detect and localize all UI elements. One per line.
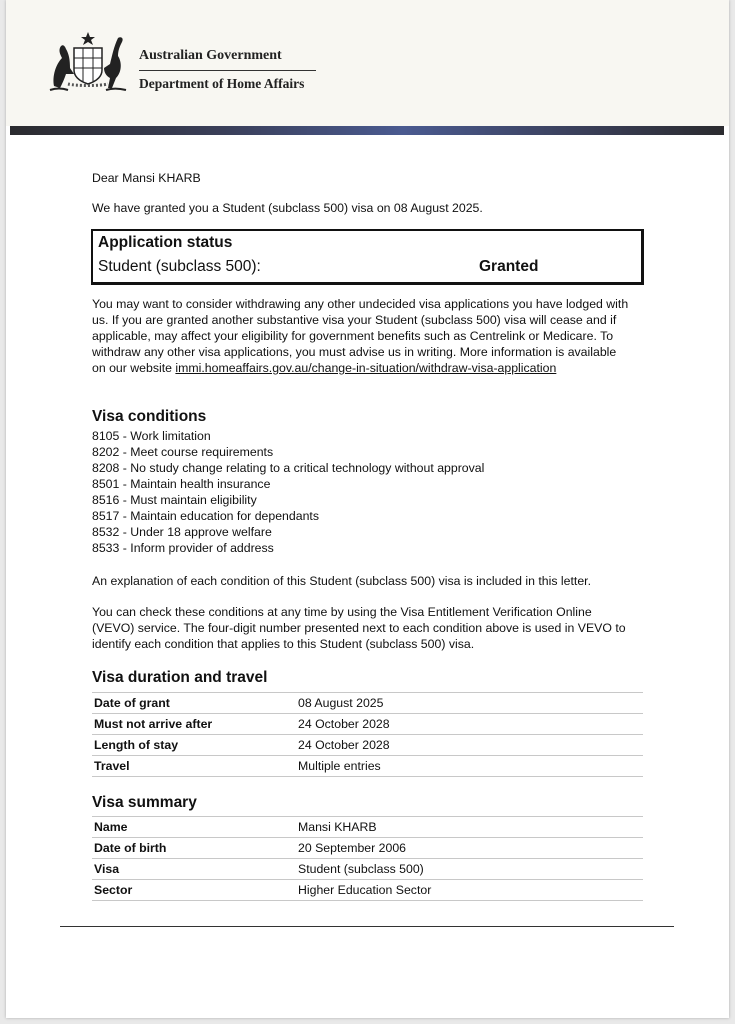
department-name: Department of Home Affairs xyxy=(139,76,305,91)
withdraw-link[interactable]: immi.homeaffairs.gov.au/change-in-situation/withdraw-visa-application xyxy=(175,361,557,375)
summary-heading: Visa summary xyxy=(92,794,197,811)
conditions-explanation: An explanation of each condition of this Student (subclass 500) visa is included in this letter. xyxy=(92,574,592,588)
list-item: 8105 - Work limitation xyxy=(92,429,211,443)
row-value: Higher Education Sector xyxy=(296,880,643,901)
row-value: Mansi KHARB xyxy=(296,817,643,838)
status-label: Student (subclass 500): xyxy=(98,258,261,275)
conditions-list xyxy=(92,428,484,556)
row-value: Student (subclass 500) xyxy=(296,859,643,880)
status-title: Application status xyxy=(98,234,233,251)
withdraw-paragraph xyxy=(92,296,632,376)
greeting: Dear Mansi KHARB xyxy=(92,171,201,185)
list-item: 8517 - Maintain education for dependants xyxy=(92,509,319,523)
list-item: 8532 - Under 18 approve welfare xyxy=(92,525,272,539)
table-row xyxy=(92,714,643,735)
government-name: Australian Government xyxy=(139,48,282,63)
conditions-heading: Visa conditions xyxy=(92,408,207,425)
table-row xyxy=(92,838,643,859)
footer-divider xyxy=(60,926,674,927)
status-value: Granted xyxy=(479,258,539,275)
letter-page xyxy=(6,0,729,1018)
list-item: 8208 - No study change relating to a critical technology without approval xyxy=(92,461,485,475)
summary-table xyxy=(92,816,643,901)
vevo-paragraph: You can check these conditions at any time by using the Visa Entitlement Verification Online (VEVO) service. The four-digit number presented next to each condition above is used in VEVO to identify each condition that applies to this Student (subclass 500) visa. xyxy=(92,605,626,651)
table-row xyxy=(92,859,643,880)
list-item: 8202 - Meet course requirements xyxy=(92,445,274,459)
table-row xyxy=(92,880,643,901)
row-label: Sector xyxy=(92,880,296,901)
row-label: Travel xyxy=(92,756,296,777)
application-status-box xyxy=(91,229,644,285)
row-label: Name xyxy=(92,817,296,838)
duration-heading: Visa duration and travel xyxy=(92,669,268,686)
table-row xyxy=(92,756,643,777)
row-label: Length of stay xyxy=(92,735,296,756)
header-bar xyxy=(10,126,724,135)
row-label: Date of birth xyxy=(92,838,296,859)
withdraw-text: You may want to consider withdrawing any other undecided visa applications you have lodged with us. If you are granted another substantive visa your Student (subclass 500) visa will cease and if applicable, may affect your eligibility for government benefits such as Centrelink or Medicare. To withdraw any other visa applications, you must advise us in writing. More information is available on our website xyxy=(92,297,629,375)
list-item: 8516 - Must maintain eligibility xyxy=(92,493,257,507)
row-label: Visa xyxy=(92,859,296,880)
list-item: 8501 - Maintain health insurance xyxy=(92,477,271,491)
table-row xyxy=(92,693,643,714)
row-value: 08 August 2025 xyxy=(296,693,643,714)
table-row xyxy=(92,817,643,838)
coat-of-arms-icon xyxy=(48,28,128,94)
list-item: 8533 - Inform provider of address xyxy=(92,541,274,555)
row-value: Multiple entries xyxy=(296,756,643,777)
row-value: 24 October 2028 xyxy=(296,714,643,735)
duration-table xyxy=(92,692,643,777)
letterhead-divider xyxy=(139,70,316,71)
row-value: 24 October 2028 xyxy=(296,735,643,756)
grant-statement: We have granted you a Student (subclass 500) visa on 08 August 2025. xyxy=(92,201,483,215)
row-label: Must not arrive after xyxy=(92,714,296,735)
row-value: 20 September 2006 xyxy=(296,838,643,859)
table-row xyxy=(92,735,643,756)
letterhead xyxy=(6,0,729,126)
row-label: Date of grant xyxy=(92,693,296,714)
